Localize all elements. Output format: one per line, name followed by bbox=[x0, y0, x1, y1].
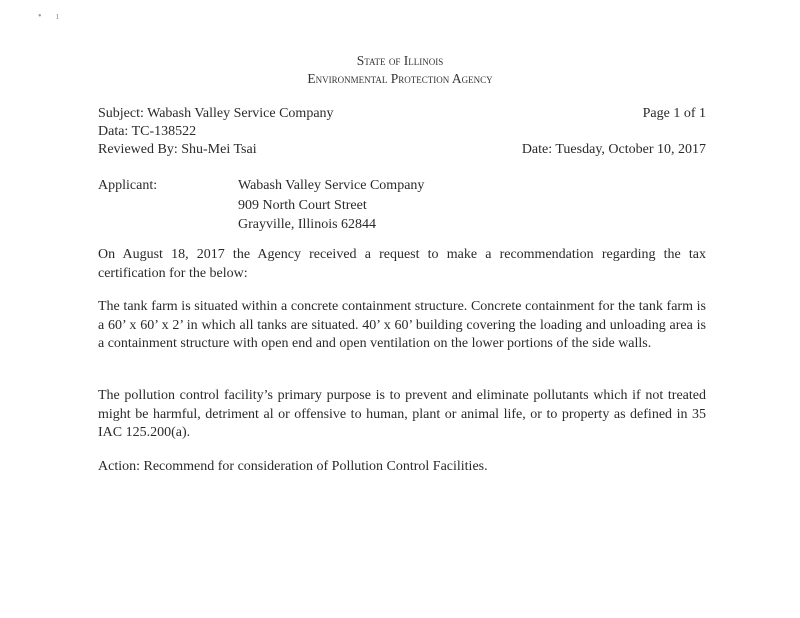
applicant-address bbox=[238, 176, 424, 235]
request-paragraph: On August 18, 2017 the Agency received a request to make a recommendation regarding the tax certification for the below: bbox=[98, 247, 706, 281]
applicant-label: Applicant: bbox=[98, 178, 158, 193]
subject-line: Subject: Wabash Valley Service Company bbox=[98, 106, 334, 121]
applicant-street: 909 North Court Street bbox=[238, 197, 367, 213]
reviewed-by: Reviewed By: Shu-Mei Tsai bbox=[98, 142, 257, 157]
action-paragraph: Action: Recommend for consideration of Pollution Control Facilities. bbox=[98, 459, 488, 474]
scan-mark: • ı bbox=[38, 11, 65, 22]
header-state: State of Illinois bbox=[356, 53, 444, 68]
purpose-paragraph: The pollution control facility’s primary purpose is to prevent and eliminate pollutants which if not treated might be harmful, detriment al or offensive to human, plant or animal life, or to property as defined in 35 IAC 125.200(a). bbox=[98, 388, 706, 440]
applicant-city: Grayville, Illinois 62844 bbox=[238, 217, 377, 232]
applicant-name: Wabash Valley Service Company bbox=[238, 178, 425, 193]
document-meta bbox=[98, 105, 706, 159]
data-line: Data: TC-138522 bbox=[98, 124, 197, 139]
description-paragraph: The tank farm is situated within a concrete containment structure. Concrete containment for the tank farm is a 60’ x 60’ x 2’ in which all tanks are situated. 40’ x 60’ building covering the loading and unloading area is a containment structure with open end and open ventilation on the lower portions of the side walls. bbox=[98, 299, 706, 351]
header-agency: Environmental Protection Agency bbox=[307, 71, 493, 86]
page-number: Page 1 of 1 bbox=[642, 106, 706, 121]
date-line: Date: Tuesday, October 10, 2017 bbox=[521, 142, 706, 157]
applicant-block bbox=[98, 176, 706, 235]
